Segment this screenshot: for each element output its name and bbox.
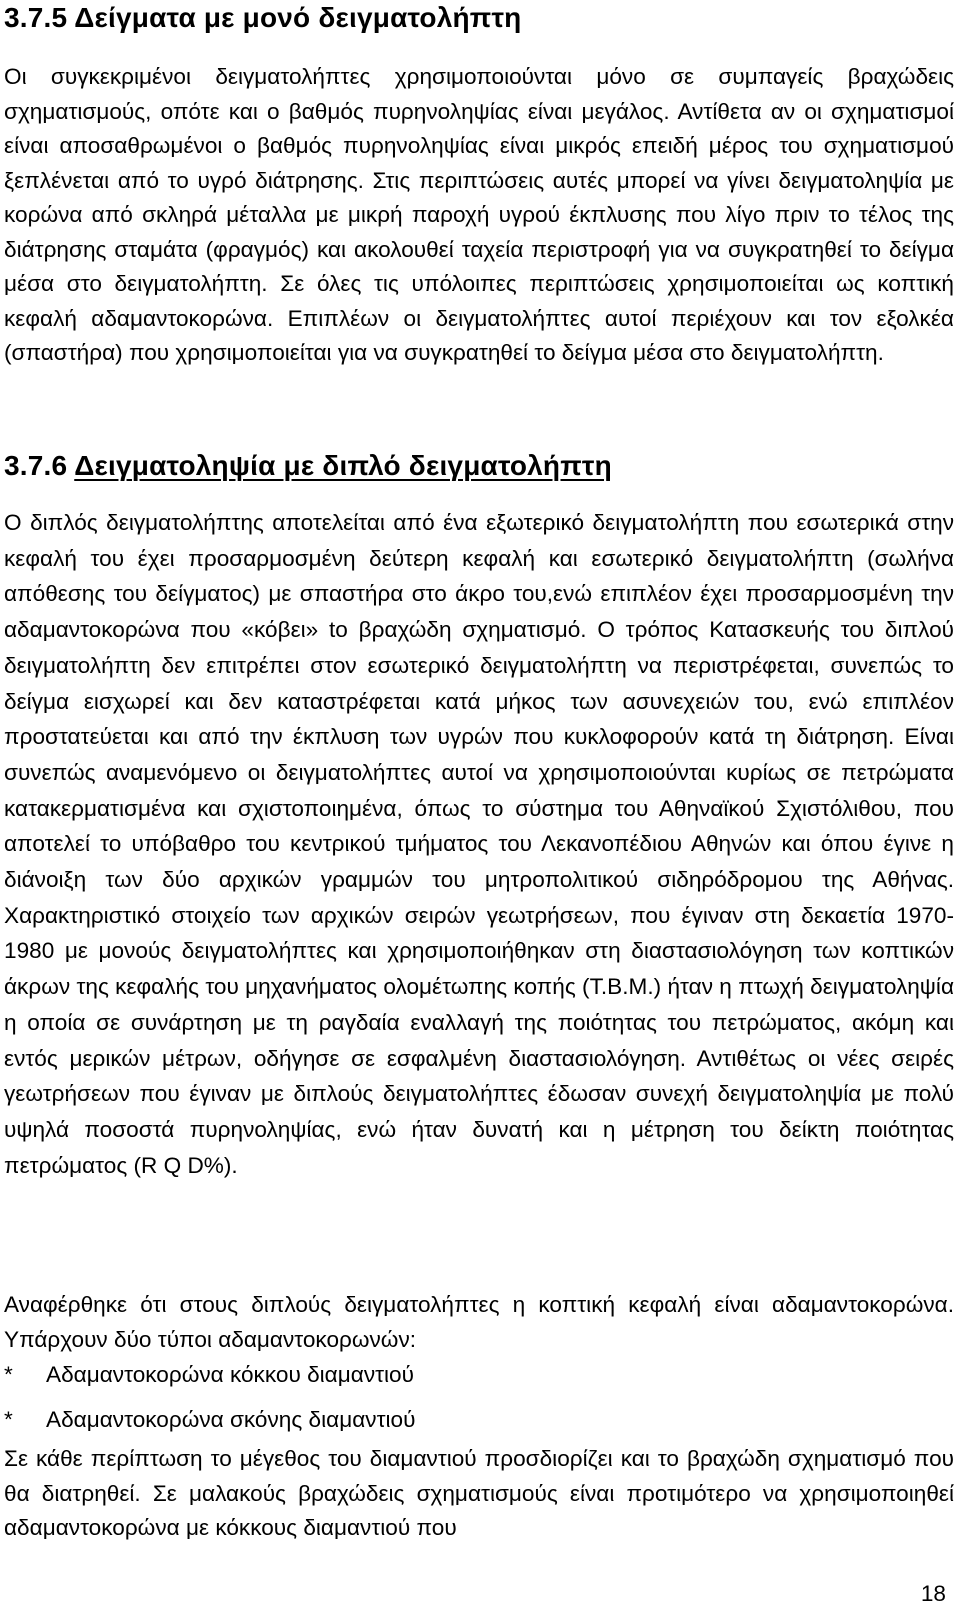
core-bit-types-list: [4, 1358, 415, 1448]
section-3-7-6-paragraph-3: Σε κάθε περίπτωση το μέγεθος του διαμαντιού προσδιορίζει και το βραχώδη σχηματισμό που θα διατρηθεί. Σε μαλακούς βραχώδεις σχηματισμούς είναι προτιμότερο να χρησιμοποιηθεί αδαμαντοκορώνα με κόκκους διαμαντιού που: [4, 1446, 954, 1540]
section-3-7-6-paragraph: Ο διπλός δειγματολήπτης αποτελείται από ένα εξωτερικό δειγματολήπτη που εσωτερικά στην κεφαλή του έχει προσαρμοσμένη δεύτερη κεφαλή και εσωτερικό δειγματολήπτη (σωλήνα απόθεσης του δείγματος) με σπαστήρα στο άκρο του,ενώ επιπλέον έχει προσαρμοσμένη την αδαμαντοκορώνα που «κόβει» to βραχώδη σχηματισμό. Ο τρόπος Κατασκευής του διπλού δειγματολήπτη δεν επιτρέπει στον εσωτερικό δειγματολήπτη να περιστρέφεται, συνεπώς το δείγμα εισχωρεί και δεν καταστρέφεται κατά μήκος των ασυνεχειών του, ενώ επιπλέον προστατεύεται και από την έκπλυση των υγρών που κυκλοφορούν κατά τη διάτρηση. Είναι συνεπώς αναμενόμενο οι δειγματολήπτες αυτοί να χρησιμοποιούνται κυρίως σε πετρώματα κατακερματισμένα και σχιστοποιημένα, όπως το σύστημα του Αθηναϊκού Σχιστόλιθου, που αποτελεί το υπόβαθρο του κεντρικού τμήματος του Λεκανοπέδιου Αθηνών και όπου έγινε η διάνοιξη των δύο αρχικών γραμμών του μητροπολιτικού σιδηρόδρομου της Αθήνας. Χαρακτηριστικό στοιχείο των αρχικών σειρών γεωτρήσεων, που έγιναν στη δεκαετία 1970-1980 με μονούς δειγματολήπτες και χρησιμοποιήθηκαν στη διαστασιολόγηση των κοπτικών άκρων της κεφαλής του μηχανήματος ολομέτωπης κοπής (Τ.Β.Μ.) ήταν η πτωχή δειγματοληψία η οποία σε συνάρτηση με τη ραγδαία εναλλαγή της ποιότητας του πετρώματος, ακόμη και εντός μερικών μέτρων, οδήγησε σε εσφαλμένη διαστασιολόγηση. Αντιθέτως οι νέες σειρές γεωτρήσεων που έγιναν με διπλούς δειγματολήπτες έδωσαν συνεχή δειγματοληψία με πολύ υψηλά ποσοστά πυρηνοληψίας, ενώ ήταν δυνατή και η μέτρηση του δείκτη ποιότητας πετρώματος (R Q D%).: [4, 510, 954, 1178]
section-3-7-5-paragraph: Οι συγκεκριμένοι δειγματολήπτες χρησιμοποιούνται μόνο σε συμπαγείς βραχώδεις σχηματισμούς, οπότε και ο βαθμός πυρηνοληψίας είναι μεγάλος. Αντίθετα αν οι σχηματισμοί είναι αποσαθρωμένοι ο βαθμός πυρηνοληψίας είναι μικρός επειδή μέρος του σχηματισμού ξεπλένεται από το υγρό διάτρησης. Στις περιπτώσεις αυτές μπορεί να γίνει δειγματοληψία με κορώνα από σκληρά μέταλλα με μικρή παροχή υγρού έκπλυσης που λίγο πριν το τέλος της διάτρησης σταμάτα (φραγμός) και ακολουθεί ταχεία περιστροφή για να συγκρατηθεί το δείγμα μέσα στο δειγματολήπτη. Σε όλες τις υπόλοιπες περιπτώσεις χρησιμοποιείται ως κοπτική κεφαλή αδαμαντοκορώνα. Επιπλέων οι δειγματολήπτες αυτοί περιέχουν και τον εξολκέα (σπαστήρα) που χρησιμοποιείται για να συγκρατηθεί το δείγμα μέσα στο δειγματολήπτη.: [4, 64, 954, 365]
section-number: 3.7.5: [4, 2, 68, 33]
list-item: [4, 1358, 415, 1403]
section-heading-3-7-5: [4, 0, 521, 36]
list-item-text: Αδαμαντοκορώνα κόκκου διαμαντιού: [46, 1362, 414, 1387]
page-number: 18: [920, 1581, 946, 1606]
bullet-marker: *: [4, 1362, 13, 1387]
section-title: Δείγματα με μονό δειγματολήπτη: [74, 2, 522, 33]
section-heading-3-7-6: [4, 448, 612, 484]
bullet-marker: *: [4, 1407, 13, 1432]
section-number: 3.7.6: [4, 450, 68, 481]
document-page: [4, 0, 954, 1616]
section-3-7-6-paragraph-2: Αναφέρθηκε ότι στους διπλούς δειγματολήπτες η κοπτική κεφαλή είναι αδαμαντοκορώνα. Υπάρχουν δύο τύποι αδαμαντοκορωνών:: [4, 1292, 954, 1352]
list-item-text: Αδαμαντοκορώνα σκόνης διαμαντιού: [46, 1407, 416, 1432]
section-title: Δειγματοληψία με διπλό δειγματολήπτη: [74, 450, 612, 481]
